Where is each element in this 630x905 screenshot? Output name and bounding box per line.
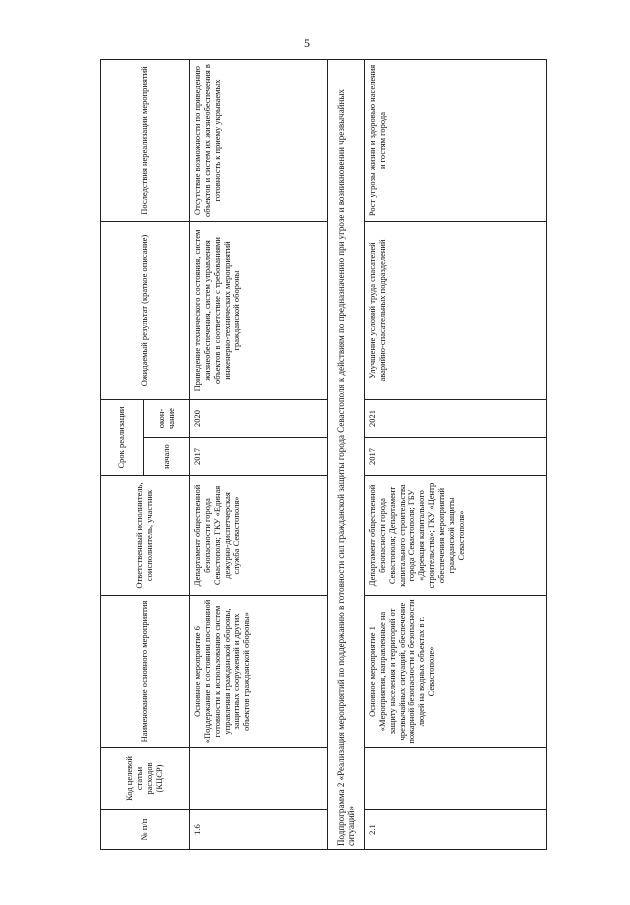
header-num: № п/п (101, 810, 190, 850)
header-row (101, 60, 144, 850)
header-period: Срок реализации (101, 400, 144, 476)
row2-num: 2.1 (365, 810, 547, 850)
table-row (190, 60, 328, 850)
row2-result: Улучшение условий труда спасателей аварийно-спасательных подразделений (365, 222, 547, 400)
activities-table (100, 59, 547, 850)
row1-executor: Департамент общественной безопасности города Севастополя; ГКУ «Единая дежурно-диспетчерская служба Севастополя» (190, 476, 328, 596)
row2-executor: Департамент общественной безопасности города Севастополя; Департамент капитального строительства города Севастополя; ГБУ «Дирекция капитального строительства»; ГКУ «Центр обеспечения мероприятий гражданской защиты Севастополя» (365, 476, 547, 596)
row1-start: 2017 (190, 438, 328, 476)
header-end: окон-чание (144, 400, 190, 438)
row1-num: 1.6 (190, 810, 328, 850)
page-number: 5 (304, 36, 310, 50)
row1-end: 2020 (190, 400, 328, 438)
row1-code (190, 748, 328, 810)
row1-name: Основное мероприятие 6 «Поддержание в состоянии постоянной готовности к использованию систем управления гражданской обороны, защитных сооружений и других объектов гражданской обороны» (190, 596, 328, 748)
row2-end: 2021 (365, 400, 547, 438)
subprogram-row (328, 60, 365, 850)
row2-start: 2017 (365, 438, 547, 476)
row1-result: Приведение технического состояния, систем жизнеобеспечения, систем управления объектов в соответствие с требованиями инженерно-технических мероприятий гражданской обороны (190, 222, 328, 400)
header-start: начало (144, 438, 190, 476)
header-result: Ожидаемый результат (краткое описание) (101, 222, 190, 400)
rotated-table-container (100, 60, 546, 850)
row2-code (365, 748, 547, 810)
row2-name: Основное мероприятие 1 «Мероприятия, направленные на защиту населения и территорий от чрезвычайных ситуаций, обеспечение пожарной безопасности и безопасности людей на водных объектах в г. Севастополе» (365, 596, 547, 748)
table-row (365, 60, 547, 850)
row1-consequences: Отсутствие возможности по приведению объектов и систем их жизнеобеспечения в готовность к приему укрываемых (190, 60, 328, 222)
header-name: Наименование основного мероприятия (101, 596, 190, 748)
subprogram-title: Подпрограмма 2 «Реализация мероприятий по поддержанию в готовности сил гражданской защиты города Севастополя к действиям по предназначению при угрозе и возникновении чрезвычайных ситуаций» (328, 60, 365, 850)
header-consequences: Последствия нереализации мероприятий (101, 60, 190, 222)
row2-consequences: Рост угрозы жизни и здоровью населения и гостям города (365, 60, 547, 222)
header-code: Код целевой статьи расходов (КЦСР) (101, 748, 190, 810)
header-executor: Ответственный исполнитель, соисполнитель, участник (101, 476, 190, 596)
